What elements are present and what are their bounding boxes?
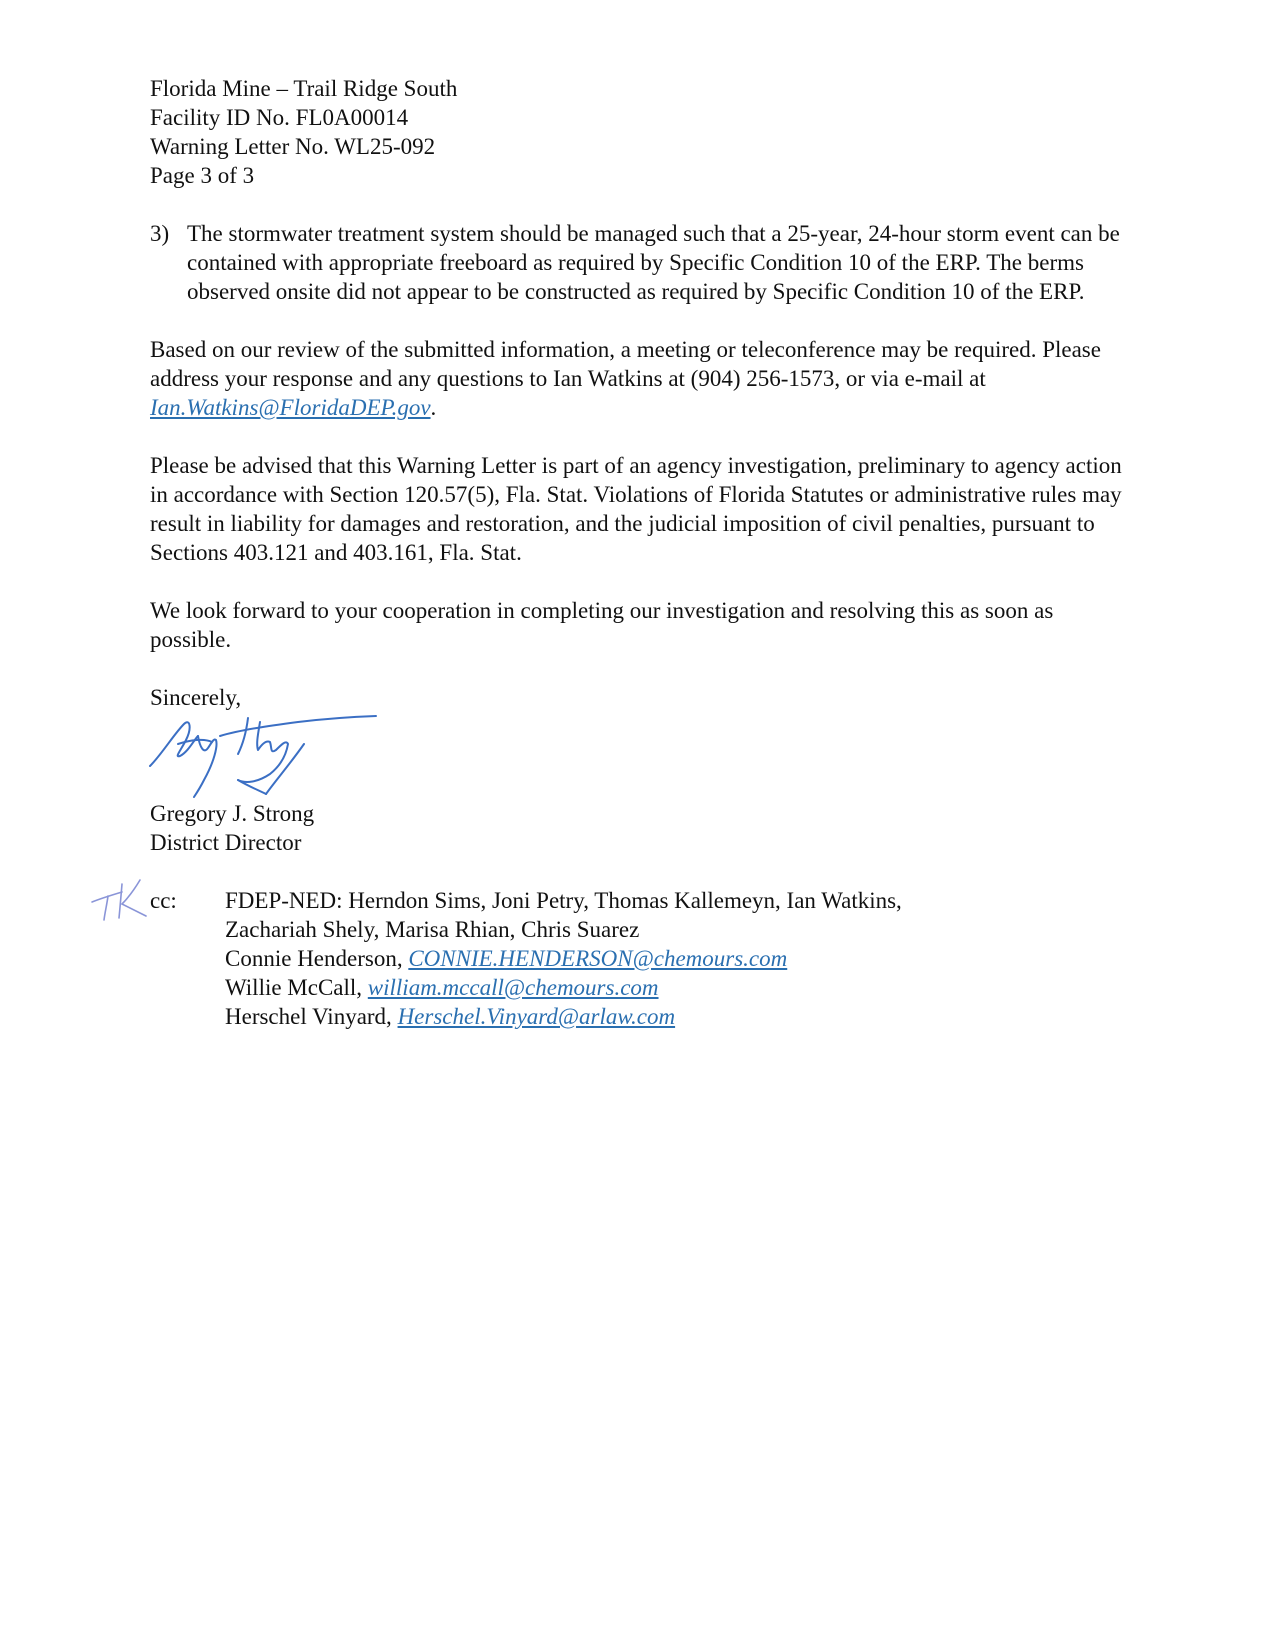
cc-label: cc: (150, 888, 177, 913)
cc-line-vinyard (225, 1002, 902, 1031)
cc-line-mccall (225, 973, 902, 1002)
cc-email-link-mccall[interactable]: william.mccall@chemours.com (367, 975, 659, 1000)
cc-line-fdep-ned (225, 886, 902, 915)
cc-line-text: Zachariah Shely, Marisa Rhian, Chris Suarez (225, 917, 640, 942)
cooperation-paragraph: We look forward to your cooperation in completing our investigation and resolving this as soon as possible. (150, 598, 1054, 652)
signature-image (148, 714, 378, 799)
cc-line-henderson (225, 944, 902, 973)
contact-paragraph (150, 335, 1140, 422)
contact-paragraph-text: Based on our review of the submitted information, a meeting or teleconference may be required. Please address your response and any questions to Ian Watkins at (904) 256-1573, or via e-mail at (150, 337, 1101, 391)
signature-block (150, 799, 1140, 857)
header-facility-id: Facility ID No. FL0A00014 (150, 105, 409, 130)
cc-line-text: Willie McCall, (225, 975, 368, 1000)
header-page-number: Page 3 of 3 (150, 163, 255, 188)
cc-email-link-vinyard[interactable]: Herschel.Vinyard@arlaw.com (397, 1004, 676, 1029)
letter-content (150, 74, 1140, 1031)
cc-line-text: Connie Henderson, (225, 946, 409, 971)
header-warning-letter-no: Warning Letter No. WL25-092 (150, 134, 436, 159)
signatory-name: Gregory J. Strong (150, 801, 315, 826)
list-item-text: The stormwater treatment system should be managed such that a 25-year, 24-hour storm event can be contained with appropriate freeboard as required by Specific Condition 10 of the ERP. The berms observed onsite did not appear to be constructed as required by Specific Condition 10 of the ERP. (187, 221, 1120, 304)
contact-email-link[interactable]: Ian.Watkins@FloridaDEP.gov (150, 395, 431, 420)
signatory-title: District Director (150, 830, 302, 855)
letter-header (150, 74, 1140, 190)
contact-paragraph-end: . (430, 395, 437, 420)
cc-line-text: Herschel Vinyard, (225, 1004, 398, 1029)
list-item-3 (150, 219, 1140, 306)
list-item-number: 3) (150, 221, 170, 246)
closing-salutation: Sincerely, (150, 685, 242, 710)
header-site: Florida Mine – Trail Ridge South (150, 76, 458, 101)
cc-line-fdep-ned-continued (225, 915, 902, 944)
cc-email-link-henderson[interactable]: CONNIE.HENDERSON@chemours.com (408, 946, 788, 971)
advisory-paragraph: Please be advised that this Warning Letter is part of an agency investigation, preliminary to agency action in accordance with Section 120.57(5), Fla. Stat. Violations of Florida Statutes or administrative rules may result in liability for damages and restoration, and the judicial imposition of civil penalties, pursuant to Sections 403.121 and 403.161, Fla. Stat. (150, 453, 1122, 565)
cc-recipient-list (225, 886, 902, 1031)
handwritten-initials (88, 876, 150, 924)
cc-block (150, 886, 1140, 1031)
cc-line-text: FDEP-NED: Herndon Sims, Joni Petry, Thomas Kallemeyn, Ian Watkins, (225, 888, 902, 913)
